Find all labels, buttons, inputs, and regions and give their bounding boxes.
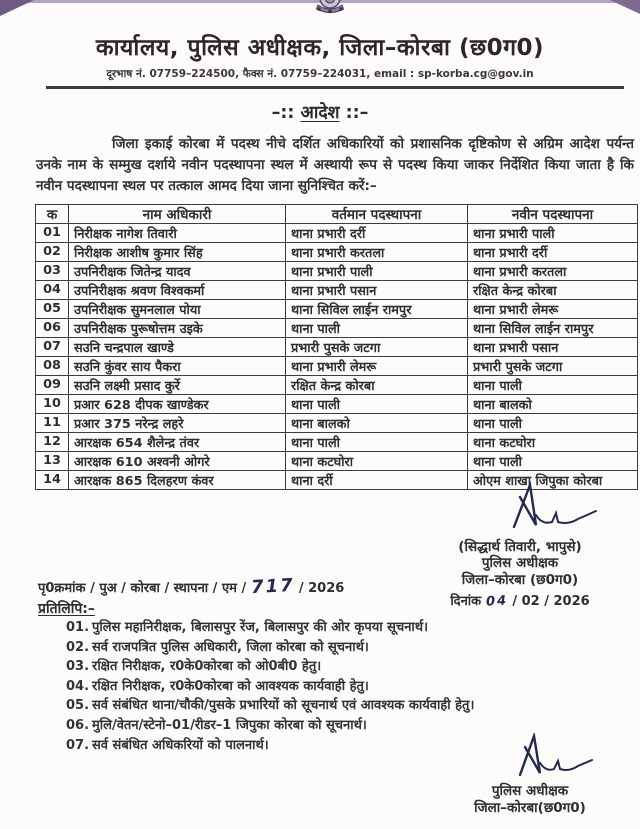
row-serial: 12 xyxy=(36,432,69,451)
row-serial: 11 xyxy=(36,413,69,432)
current-posting: थाना बालको xyxy=(286,413,468,432)
row-serial: 09 xyxy=(36,375,69,394)
order-body-paragraph: जिला इकाई कोरबा में पदस्थ नीचे दर्शित अधिकारियों को प्रशासनिक दृष्टिकोण से अग्रिम आदेश पर्यन्त उनके नाम के सम्मुख दर्शाये नवीन पदस्थापना स्थल में अस्थायी रूप से पदस्थ किया जाकर निर्देशित किया जाता है कि नवीन पदस्थापना स्थल पर तत्काल आमद दिया जाना सुनिश्चित करें:– xyxy=(36,135,634,194)
new-posting: थाना पाली xyxy=(468,451,638,470)
row-serial: 05 xyxy=(36,299,69,318)
order-heading-prefix: –:: xyxy=(271,102,301,123)
signatory-name: (सिद्धार्थ तिवारी, भापुसे) xyxy=(458,539,582,555)
table-row xyxy=(36,223,638,242)
date-day-handwritten: 04 xyxy=(485,593,509,610)
table-row xyxy=(36,375,638,394)
office-title: कार्यालय, पुलिस अधीक्षक, जिला–कोरबा (छ0ग0) xyxy=(95,35,545,61)
row-serial: 08 xyxy=(36,356,69,375)
officer-name: सउनि चन्द्रपाल खाण्डे xyxy=(69,337,286,356)
copy-item-text: रक्षित निरीक्षक, र0के0कोरबा को ओ0बी0 हेतु। xyxy=(92,659,322,675)
current-posting: प्रभारी पुसके जटगा xyxy=(286,337,468,356)
officer-name: उपनिरीक्षक जितेन्द्र यादव xyxy=(69,261,286,280)
current-posting: थाना पाली xyxy=(286,318,468,337)
new-posting: थाना पाली xyxy=(468,375,638,394)
table-row xyxy=(36,337,638,356)
reference-number-line xyxy=(38,576,344,597)
current-posting: थाना दर्री xyxy=(286,470,468,489)
officer-name: आरक्षक 654 शैलेन्द्र तंवर xyxy=(69,432,286,451)
table-row xyxy=(36,432,638,451)
copy-list-item xyxy=(38,677,628,697)
transfer-table-header xyxy=(36,204,638,223)
new-posting: थाना पाली xyxy=(468,413,638,432)
row-serial: 04 xyxy=(36,280,69,299)
table-row xyxy=(36,413,638,432)
copy-item-text: मुलि/वेतन/स्टेनो–01/रीडर–1 जिपुका कोरबा को सूचनार्थ। xyxy=(92,717,367,733)
new-posting: प्रभारी पुसके जटगा xyxy=(468,356,638,375)
scan-corner-artifact xyxy=(0,0,34,16)
header-officer-name: नाम अधिकारी xyxy=(69,204,286,223)
ref-prefix: पृ0क्रमांक / पुअ / कोरबा / स्थापना / एम / xyxy=(38,581,247,596)
current-posting: थाना कटघोरा xyxy=(286,451,468,470)
table-row xyxy=(36,261,638,280)
copy-item-number: 03. xyxy=(66,659,90,675)
officer-name: उपनिरीक्षक श्रवण विश्वकर्मा xyxy=(69,280,286,299)
table-row xyxy=(36,242,638,261)
date-label: दिनांक xyxy=(450,594,482,609)
current-posting: थाना प्रभारी करतला xyxy=(286,242,468,261)
row-serial: 10 xyxy=(36,394,69,413)
order-heading-suffix: ::– xyxy=(339,102,369,123)
current-posting: थाना पाली xyxy=(286,394,468,413)
new-posting: ओएम शाखा जिपुका कोरबा xyxy=(468,470,638,489)
copy-item-text: रक्षित निरीक्षक, र0के0कोरबा को आवश्यक कार्यवाही हेतु। xyxy=(92,678,369,694)
copy-item-number: 06. xyxy=(66,717,90,733)
copy-item-number: 07. xyxy=(66,737,90,753)
police-crest-icon xyxy=(310,0,350,17)
table-row xyxy=(36,394,638,413)
ref-number-handwritten: 717 xyxy=(250,574,295,599)
new-posting: थाना प्रभारी करतला xyxy=(468,261,638,280)
table-row xyxy=(36,280,638,299)
table-row xyxy=(36,356,638,375)
contact-line: दूरभाष नं. 07759–224500, फैक्स नं. 07759–224031, email : sp-korba.cg@gov.in xyxy=(106,68,534,80)
row-serial: 02 xyxy=(36,242,69,261)
officer-name: प्रआर 375 नरेन्द्र लहरे xyxy=(69,413,286,432)
signature-scribble-icon xyxy=(500,481,610,533)
table-row xyxy=(36,299,638,318)
officer-name: निरीक्षक आशीष कुमार सिंह xyxy=(69,242,286,261)
new-posting: थाना सिविल लाईन रामपुर xyxy=(468,318,638,337)
header-current-posting: वर्तमान पदस्थापना xyxy=(286,204,468,223)
row-serial: 03 xyxy=(36,261,69,280)
header-serial: क xyxy=(36,204,69,223)
scan-corner-artifact xyxy=(610,0,640,14)
copy-list-item xyxy=(38,638,628,658)
officer-name: प्रआर 628 दीपक खाण्डेकर xyxy=(69,394,286,413)
letterhead-divider xyxy=(46,86,624,89)
current-posting: थाना प्रभारी लेमरू xyxy=(286,356,468,375)
ref-suffix: / 2026 xyxy=(298,581,345,596)
copy-item-text: सर्व राजपत्रित पुलिस अधिकारी, जिला कोरबा को सूचनार्थ। xyxy=(92,639,369,655)
copy-item-number: 05. xyxy=(66,698,90,714)
copy-label: प्रतिलिपि:– xyxy=(38,601,95,617)
order-heading xyxy=(0,100,640,124)
current-posting: थाना प्रभारी पसान xyxy=(286,280,468,299)
new-posting: थाना प्रभारी लेमरू xyxy=(468,299,638,318)
new-posting: थाना बालको xyxy=(468,394,638,413)
copy-item-text: सर्व संबंधित थाना/चौकी/पुसके प्रभारियों को सूचनार्थ एवं आवश्यक कार्यवाही हेतु। xyxy=(92,698,475,714)
transfer-table xyxy=(35,204,638,490)
signature-block-bottom xyxy=(440,733,620,817)
signatory-district: जिला–कोरबा(छ0ग0) xyxy=(474,800,586,816)
new-posting: थाना प्रभारी दर्री xyxy=(468,242,638,261)
signatory-designation: पुलिस अधीक्षक xyxy=(491,783,569,799)
row-serial: 14 xyxy=(36,470,69,489)
officer-name: निरीक्षक नागेश तिवारी xyxy=(69,223,286,242)
order-heading-word: आदेश xyxy=(300,102,340,123)
transfer-table-body xyxy=(36,223,638,489)
current-posting: थाना सिविल लाईन रामपुर xyxy=(286,299,468,318)
copy-item-number: 01. xyxy=(66,620,90,635)
officer-name: उपनिरीक्षक पुरूषोत्तम उइके xyxy=(69,318,286,337)
new-posting: थाना कटघोरा xyxy=(468,432,638,451)
signatory-district: जिला–कोरबा (छ0ग0) xyxy=(461,572,579,588)
table-row xyxy=(36,451,638,470)
copy-item-text: पुलिस महानिरीक्षक, बिलासपुर रेंज, बिलासपुर की ओर कृपया सूचनार्थ। xyxy=(92,620,429,635)
signature-block-top xyxy=(400,481,640,609)
officer-name: सउनि कुंवर साय पैकरा xyxy=(69,356,286,375)
officer-name: आरक्षक 610 अश्वनी ओगरे xyxy=(69,451,286,470)
copy-list-item xyxy=(38,657,628,677)
row-serial: 07 xyxy=(36,337,69,356)
new-posting: रक्षित केन्द्र कोरबा xyxy=(468,280,638,299)
copy-item-text: सर्व संबंधित अधिकरियों को पालनार्थ। xyxy=(92,737,269,753)
row-serial: 01 xyxy=(36,223,69,242)
copy-item-number: 04. xyxy=(66,678,90,694)
current-posting: रक्षित केन्द्र कोरबा xyxy=(286,375,468,394)
current-posting: थाना पाली xyxy=(286,432,468,451)
current-posting: थाना प्रभारी पाली xyxy=(286,261,468,280)
header-new-posting: नवीन पदस्थापना xyxy=(468,204,638,223)
officer-name: सउनि लक्ष्मी प्रसाद कुर्रे xyxy=(69,375,286,394)
signature-scribble-icon xyxy=(508,733,608,779)
current-posting: थाना प्रभारी दर्री xyxy=(286,223,468,242)
new-posting: थाना प्रभारी पसान xyxy=(468,337,638,356)
copy-list-item xyxy=(38,618,628,638)
new-posting: थाना प्रभारी पाली xyxy=(468,223,638,242)
officer-name: उपनिरीक्षक सुमनलाल पोया xyxy=(69,299,286,318)
row-serial: 06 xyxy=(36,318,69,337)
signatory-designation: पुलिस अधीक्षक xyxy=(481,555,559,571)
officer-name: आरक्षक 865 दिलहरण कंवर xyxy=(69,470,286,489)
row-serial: 13 xyxy=(36,451,69,470)
table-row xyxy=(36,318,638,337)
copy-distribution-block xyxy=(38,599,628,755)
copy-item-number: 02. xyxy=(66,639,90,655)
date-rest: / 02 / 2026 xyxy=(512,594,590,609)
copy-list-item xyxy=(38,696,628,716)
